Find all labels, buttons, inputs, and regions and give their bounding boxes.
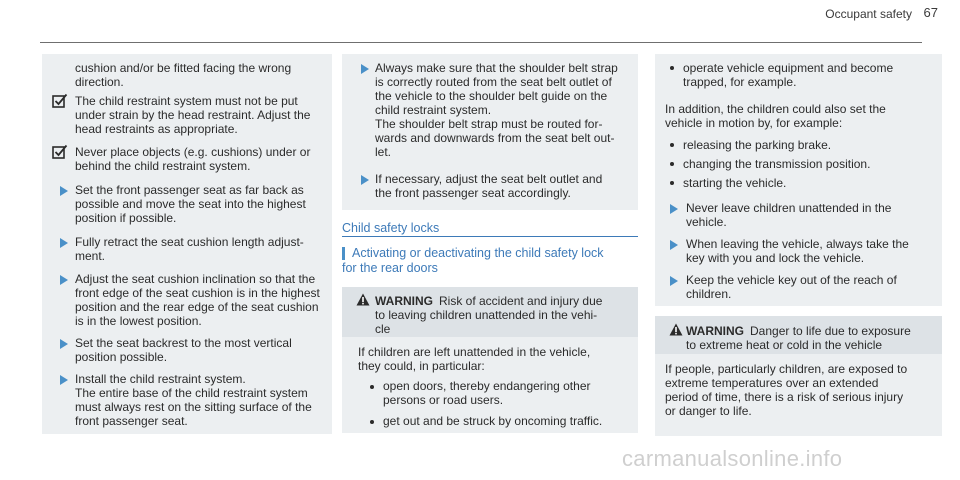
intro-text: cushion and/or be fitted facing the wrong direction. [75, 61, 292, 89]
subsection-title: Activating or deactivating the child safety lock for the rear doors [342, 246, 604, 275]
page-number: 67 [923, 5, 938, 20]
section-rule [342, 236, 638, 237]
warning-label: WARNING [686, 324, 744, 338]
warning-triangle-icon [669, 323, 683, 336]
panel-text: In addition, the children could also set the vehicle in motion by, for example: [665, 102, 886, 130]
header-rule [40, 42, 922, 43]
warning-head-text: Danger to life due to exposure to extreme heat or cold in the vehicle [686, 324, 911, 352]
watermark: carmanualsonline.info [622, 446, 843, 471]
bullet-icon [670, 66, 674, 70]
step-item: When leaving the vehicle, always take the key with you and lock the vehicle. [686, 237, 909, 265]
step-arrow-icon [670, 240, 678, 250]
bullet-item: get out and be struck by oncoming traffic. [383, 414, 603, 428]
step-item: Always make sure that the shoulder belt strap is correctly routed from the seat belt outlet of the vehicle to the shoulder belt guide on the child restraint system. The shoulder belt strap must be routed for- wards and downwards from the seat belt out- let. [375, 61, 618, 159]
check-item: The child restraint system must not be put under strain by the head restraint. Adjust the head restraints as appropriate. [75, 94, 311, 136]
step-item: Set the front passenger seat as far back as possible and move the seat into the highest position if possible. [75, 183, 306, 225]
warning-head-text: Risk of accident and injury due to leaving children unattended in the vehi- cle [375, 294, 603, 336]
step-arrow-icon [361, 64, 369, 74]
step-item: Fully retract the seat cushion length adjust- ment. [75, 235, 304, 263]
step-arrow-icon [361, 175, 369, 185]
warning-triangle-icon [356, 293, 370, 306]
bullet-item: releasing the parking brake. [683, 138, 832, 152]
bullet-item: operate vehicle equipment and become trapped, for example. [683, 61, 894, 89]
step-item: Never leave children unattended in the vehicle. [686, 201, 892, 229]
step-arrow-icon [60, 238, 68, 248]
checkbox-icon [52, 144, 68, 160]
bullet-icon [370, 385, 374, 389]
step-arrow-icon [60, 186, 68, 196]
bullet-item: open doors, thereby endangering other persons or road users. [383, 379, 591, 407]
bullet-icon [670, 181, 674, 185]
step-item: Adjust the seat cushion inclination so that the front edge of the seat cushion is in the highest position and the rear edge of the seat cushion is in the lowest position. [75, 272, 320, 328]
step-arrow-icon [670, 204, 678, 214]
step-arrow-icon [60, 375, 68, 385]
warning-body: If children are left unattended in the vehicle, they could, in particular: [358, 345, 591, 373]
step-item: Install the child restraint system. The entire base of the child restraint system must always rest on the sitting surface of the front passenger seat. [75, 372, 312, 428]
checkbox-icon [52, 93, 68, 109]
step-item: Keep the vehicle key out of the reach of children. [686, 273, 897, 301]
section-header: Occupant safety [825, 7, 912, 21]
bullet-icon [370, 420, 374, 424]
step-arrow-icon [670, 276, 678, 286]
warning-label: WARNING [375, 294, 433, 308]
bullet-item: changing the transmission position. [683, 157, 871, 171]
step-item: Set the seat backrest to the most vertical position possible. [75, 336, 292, 364]
step-arrow-icon [60, 339, 68, 349]
bullet-icon [670, 143, 674, 147]
section-title: Child safety locks [342, 221, 440, 235]
warning-body: If people, particularly children, are exposed to extreme temperatures over an extended period of time, there is a risk of serious injury or danger to life. [665, 362, 908, 418]
bullet-icon [670, 162, 674, 166]
bullet-item: starting the vehicle. [683, 176, 787, 190]
step-item: If necessary, adjust the seat belt outlet and the front passenger seat accordingly. [375, 172, 603, 200]
check-item: Never place objects (e.g. cushions) under or behind the child restraint system. [75, 145, 311, 173]
step-arrow-icon [60, 275, 68, 285]
